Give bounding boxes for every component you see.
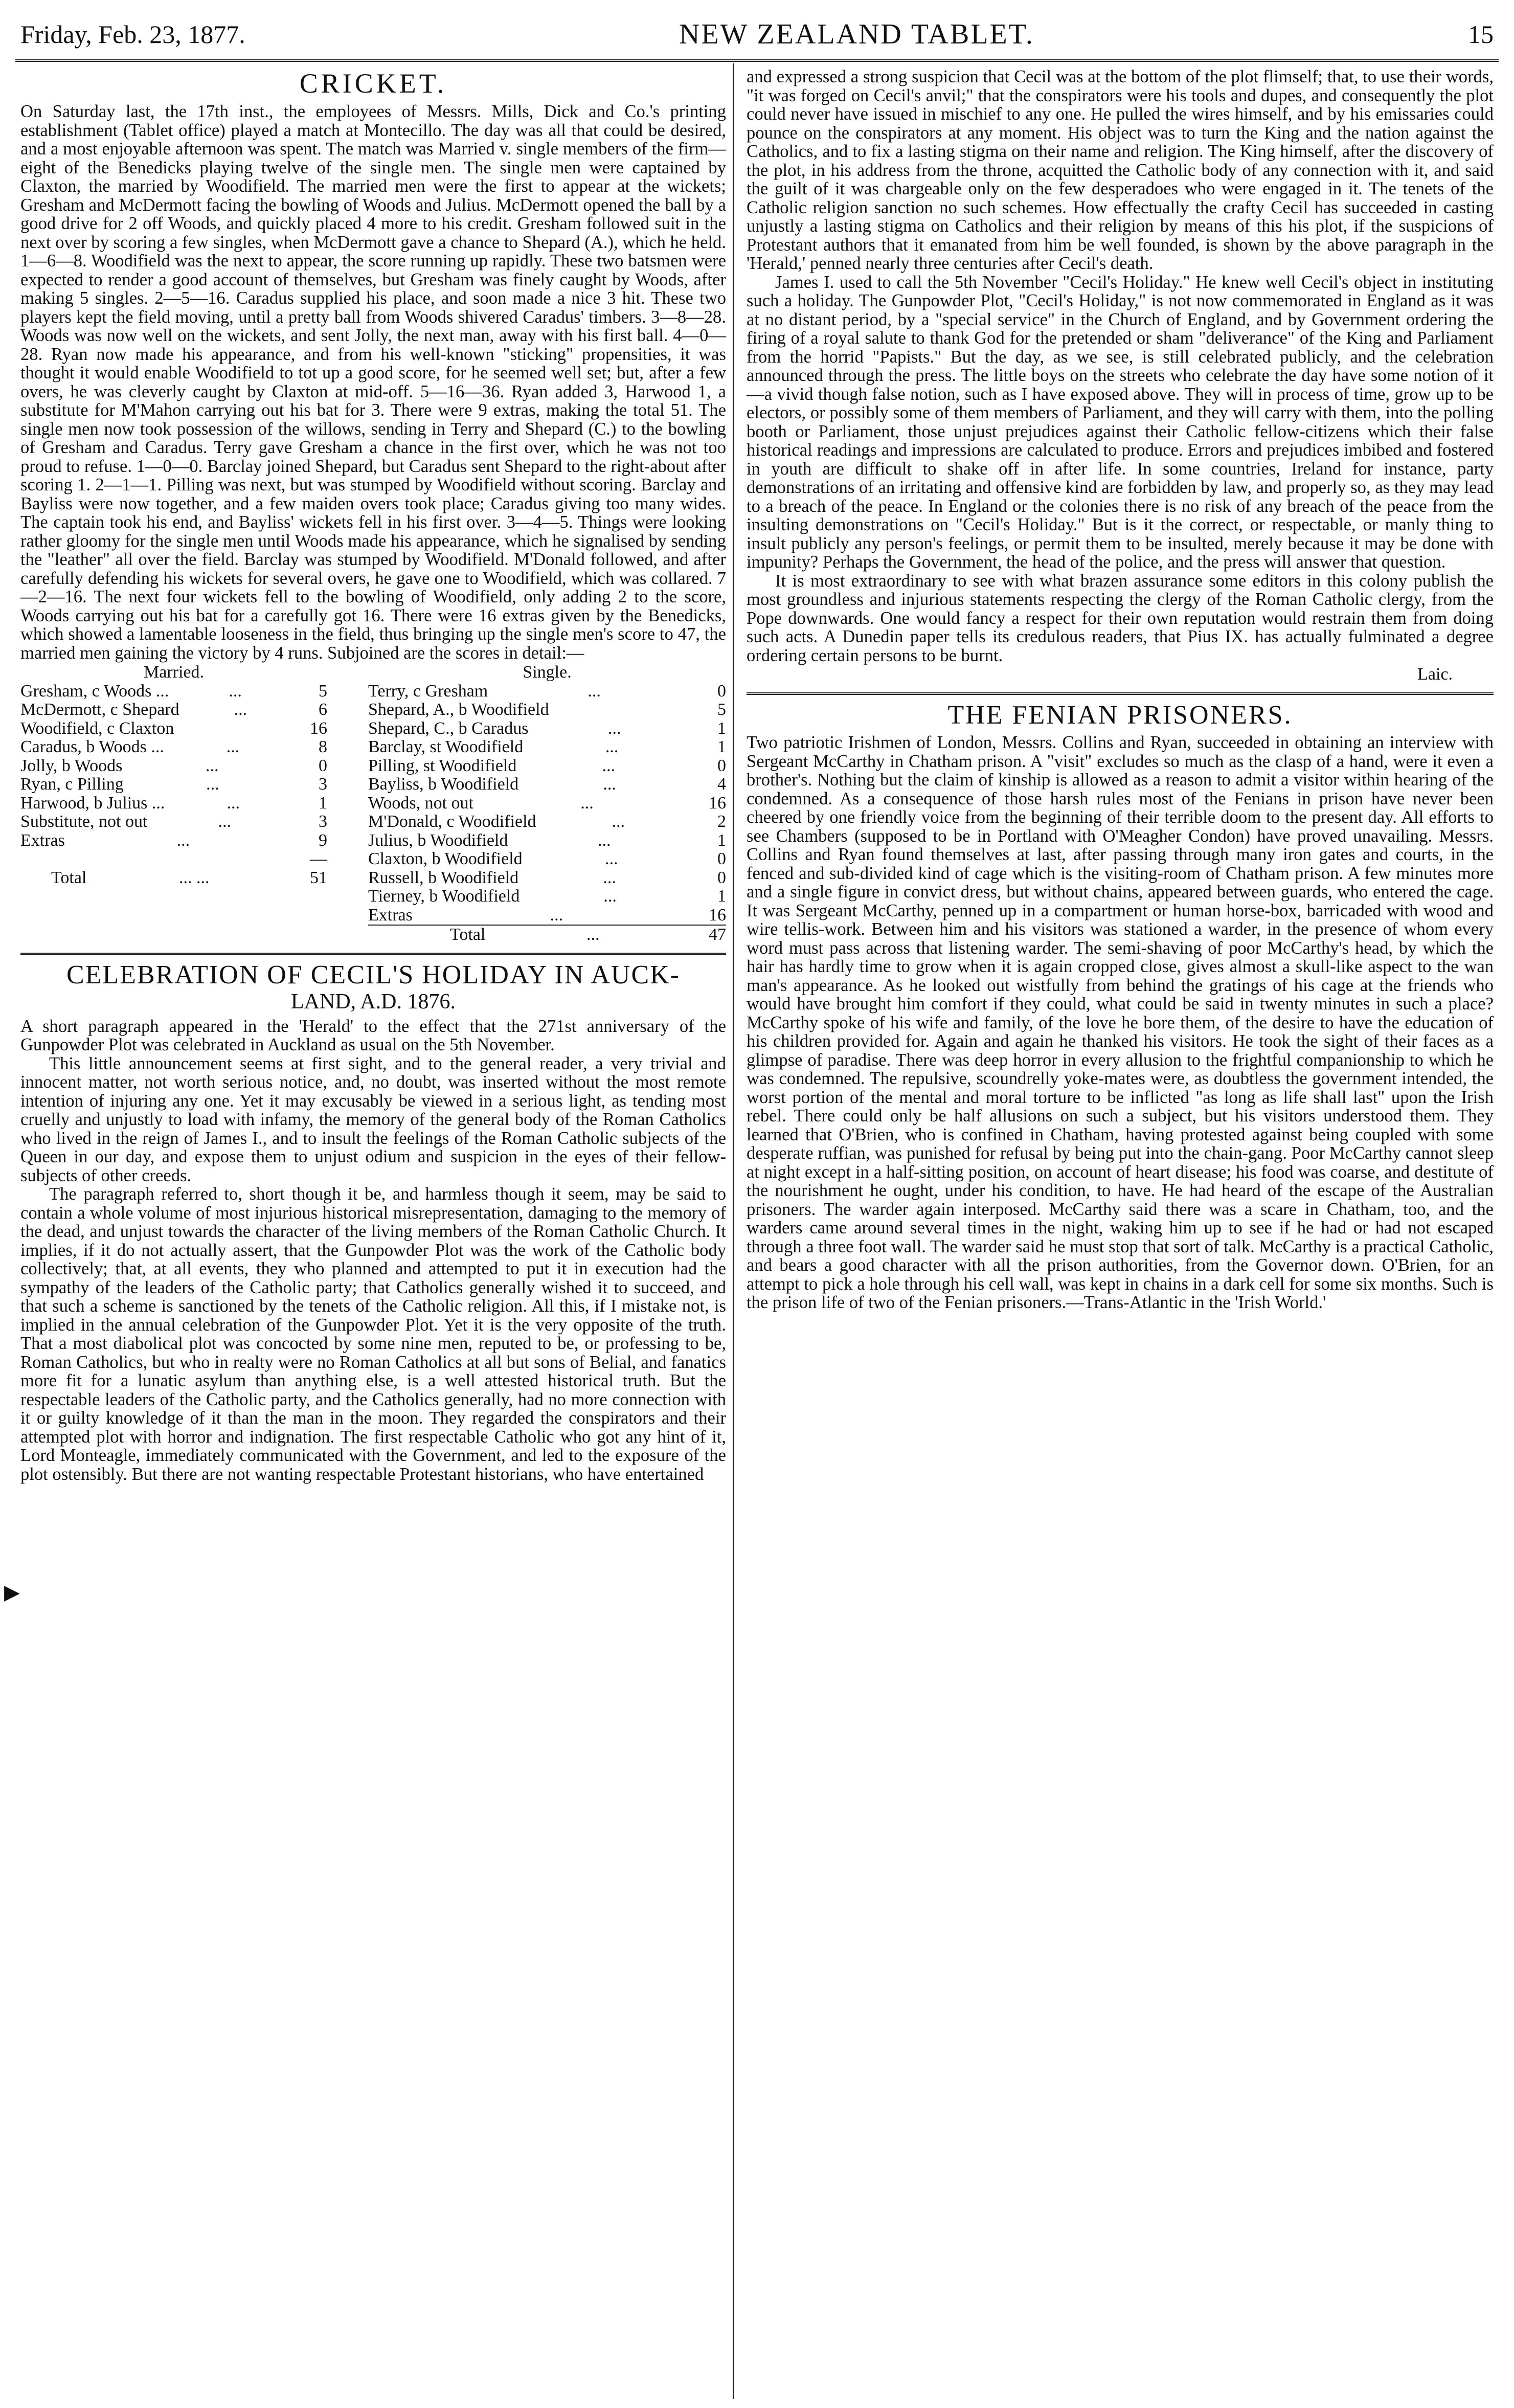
leader-dots: ... xyxy=(587,681,601,701)
married-scores xyxy=(20,663,327,944)
leader-dots: ... xyxy=(605,849,618,868)
score-row xyxy=(20,775,327,794)
player-score: 1 xyxy=(717,718,726,738)
player-score: 9 xyxy=(318,830,327,850)
single-total-dots: ... xyxy=(586,925,600,944)
score-row xyxy=(368,757,726,776)
section-rule-2 xyxy=(747,692,1494,695)
left-column xyxy=(20,67,726,1483)
score-row xyxy=(20,831,327,850)
score-row xyxy=(368,719,726,738)
married-total-dots: ... ... xyxy=(178,868,210,887)
article-paragraph: The paragraph referred to, short though it be, and harmless though it seem, may be said to contain a whole volume of most injurious historical misrepresentation, damaging to the memory of the dead, and unjust towards the character of the living members of the Roman Catholic Church. It implies, if it do not actually assert, that the Gunpowder Plot was the work of the Catholic body collectively; that, at all events, they who planned and attempted to put it in execution had the sympathy of the leaders of the Catholic party; that Catholics generally wished it to succeed, and that such a scheme is sanctioned by the tenets of the Catholic religion. All this, if I mistake not, is implied in the annual celebration of the Gunpowder Plot. Yet it is the very opposite of the truth. That a most diabolical plot was concocted by some nine men, reputed to be, or professing to be, Roman Catholics, but who in realty were no Roman Catholics at all but sons of Belial, and fanatics more fit for a lunatic asylum than anything else, is a well attested historical truth. But the respectable leaders of the Catholic party, and the Catholics generally, had no more connection with it or guilty knowledge of it than the man in the moon. They regarded the conspirators and their attempted plot with horror and indignation. The first respectable Catholic who got any hint of it, Lord Monteagle, immediately communicated with the Government, and led to the exposure of the plot ostensibly. But there are not wanting respectable Protestant historians, who have entertained xyxy=(20,1184,726,1484)
married-total-score: 51 xyxy=(309,868,327,887)
player-name: Bayliss, b Woodifield xyxy=(368,775,519,794)
leader-dots: ... xyxy=(218,812,231,831)
player-score: 5 xyxy=(717,700,726,719)
score-row xyxy=(20,701,327,719)
cecil-heading: CELEBRATION OF CECIL'S HOLIDAY IN AUCK- xyxy=(66,960,681,989)
leader-dots: ... xyxy=(227,793,240,813)
cricket-heading: CRICKET. xyxy=(299,68,447,99)
leader-dots: ... xyxy=(603,868,616,887)
player-name: McDermott, c Shepard xyxy=(20,700,179,719)
leader-dots: ... xyxy=(229,681,242,701)
married-total-label: Total xyxy=(51,868,87,887)
score-row xyxy=(368,869,726,888)
player-name: Substitute, not out xyxy=(20,812,148,831)
score-row xyxy=(368,775,726,794)
score-row xyxy=(368,813,726,831)
score-row xyxy=(20,813,327,831)
fenian-heading: THE FENIAN PRISONERS. xyxy=(947,701,1293,730)
fenian-article: Two patriotic Irishmen of London, Messrs. Collins and Ryan, succeeded in obtaining an interview with Sergeant McCarthy in Chatham prison. A "visit" excludes so much as the clasp of a hand, were it even a brother's. Nothing but the claim of kinship is allowed as a reason to admit a visitor within hearing of the condemned. As a consequence of those harsh rules most of the Fenians in prison have never been cheered by one friendly voice from the beginning of their terrible doom to the present day. All efforts to see Chambers (supposed to be in Portland with O'Meagher Condon) have proved unavailing. Messrs. Collins and Ryan found themselves at last, after passing through many iron gates and courts, in the fenced and sub-divided kind of cage which is the visiting-room of Chatham prison. A few minutes more and a single figure in convict dress, but without chains, appeared between guards, who entered the cage. It was Sergeant McCarthy, penned up in a compartment or human horse-box, barricaded with wood and wire tellis-work. Between him and his visitors was stationed a warder, in the presence of whom every word must pass across that listening warder. The semi-shaving of poor McCarthy's head, by which the hair has hardly time to grow when it is again cropped close, gives almost a skull-like aspect to the wan man's appearance. As he looked out wistfully from behind the gratings of his cage at the friends who would have brought him comfort if they could, what could be said in twenty minutes in such a place? McCarthy spoke of his wife and family, of the love he bore them, of the desire to have the education of his children provided for. Again and again he thanked his visitors. He took the sight of their faces as a glimpse of paradise. There was deep horror in every allusion to the frightful companionship to which he was condemned. The repulsive, scoundrelly yoke-mates were, as doubtless the government intended, the worst portion of the mental and moral torture to be inflicted "as long as life shall last" upon the Irish rebel. There could only be half allusions on such a subject, but his visitors understood them. They learned that O'Brien, who is confined in Chatham, having protested against being coupled with some desperate ruffian, was punished for refusal by being put into the chain-gang. Poor McCarthy cannot sleep at night except in a half-sitting position, on account of heart disease; his food was coarse, and destitute of the nourishment he ought, under his condition, to have. He had heard of the escape of the Australian prisoners. The warder again interposed. McCarthy said there was a scare in Chatham, too, and the warders came around several times in the night, waking him up to see if he had or had not escaped through a three foot wall. The warder said he must stop that sort of talk. McCarthy is a practical Catholic, and bears a good character with all the prison authorities, from the Governor down. O'Brien, for an attempt to pick a hole through his cell wall, was kept in chains in a dark cell for some six months. Such is the prison life of two of the Fenian prisoners.—Trans-Atlantic in the 'Irish World.' xyxy=(747,733,1494,1312)
married-total-spacer: — xyxy=(310,849,327,868)
article-paragraph: This little announcement seems at first sight, and to the general reader, a very trivial and innocent matter, not worth serious notice, and, no doubt, was inserted without the most remote intention of injuring any one. Yet it may excusably be viewed in a serious light, as tending most cruelly and unjustly to load with infamy, the memory of the general body of the Roman Catholics who lived in the reign of James I., and to insult the feelings of the Roman Catholic subjects of the Queen in our day, and expose them to unjust odium and suspicion in the eyes of their fellow-subjects of other creeds. xyxy=(20,1053,726,1185)
score-row xyxy=(368,850,726,869)
leader-dots: ... xyxy=(205,756,219,775)
signature: Laic. xyxy=(1417,665,1453,684)
player-name: Jolly, b Woods xyxy=(20,756,123,775)
married-heading: Married. xyxy=(143,663,204,682)
player-name: Russell, b Woodifield xyxy=(368,868,519,887)
score-row xyxy=(20,757,327,776)
player-score: 6 xyxy=(318,700,327,719)
score-row xyxy=(368,887,726,906)
leader-dots: ... xyxy=(206,775,219,794)
player-score: 16 xyxy=(709,793,726,813)
player-score: 1 xyxy=(717,830,726,850)
article-paragraph: It is most extraordinary to see with what brazen assurance some editors in this colony publish the most groundless and injurious statements respecting the clergy of the Roman Catholic clergy, from the Pope downwards. One would fancy a respect for their own reputation would restrain them from doing such acts. A Dunedin paper tells its credulous readers, that Pius IX. has actually fulminated a degree ordering certain persons to be burnt. xyxy=(747,571,1494,665)
score-row xyxy=(368,906,726,925)
article-paragraph: James I. used to call the 5th November "Cecil's Holiday." He knew well Cecil's object in instituting such a holiday. The Gunpowder Plot, "Cecil's Holiday," is not now commemorated in England as it was at no distant period, by a "special service" in the Church of England, and by Government ordering the firing of a royal salute to thank God for the pretended or sham "deliverance" of the King and Parliament from the horrid "Papists." But the day, as we see, is still celebrated publicly, and the celebration announced through the press. The little boys on the streets who celebrate the day have some notion of it—a vivid though false notion, such as I have exposed above. They will in process of time, grow up to be electors, or possibly some of them members of Parliament, and they will carry with them, into the polling booth or Parliament, those unjust prejudices against their Catholic fellow-citizens which their false historical readings and impressions are calculated to produce. Errors and prejudices imbibed and fostered in youth are difficult to shake off in after life. In some countries, Ireland for instance, party demonstrations of an irritating and offensive kind are forbidden by law, and properly so, as they may lead to a breach of the peace. In England or the colonies there is no risk of any breach of the peace from the insulting demonstrations on "Cecil's Holiday." But is it the correct, or respectable, or manly thing to insult publicly any person's feelings, or permit them to be insulted, merely because it may be done with impunity? Perhaps the Government, the head of the police, and the press will answer that question. xyxy=(747,272,1494,572)
leader-dots: ... xyxy=(612,812,625,831)
player-name: Extras xyxy=(20,830,65,850)
page-number: 15 xyxy=(1468,20,1494,49)
player-name: Tierney, b Woodifield xyxy=(368,887,520,906)
player-score: 1 xyxy=(318,793,327,813)
player-name: Gresham, c Woods ... xyxy=(20,681,169,701)
player-score: 0 xyxy=(717,868,726,887)
player-name: Barclay, st Woodifield xyxy=(368,737,524,756)
player-score: 5 xyxy=(319,681,327,701)
player-name: Caradus, b Woods ... xyxy=(20,737,164,756)
leader-dots: ... xyxy=(226,737,240,756)
score-row xyxy=(20,719,327,738)
single-total-label: Total xyxy=(450,925,486,944)
player-name: Woods, not out xyxy=(368,793,473,813)
player-score: 0 xyxy=(717,756,726,775)
cricket-report: On Saturday last, the 17th inst., the employees of Messrs. Mills, Dick and Co.'s printing establishment (Tablet office) played a match at Montecillo. The day was all that could be desired, and a most enjoyable afternoon was spent. The match was Married v. single members of the firm—eight of the Benedicks playing twelve of the single men. The single men were captained by Claxton, the married by Woodifield. The married men were the first to appear at the wickets; Gresham and McDermott facing the bowling of Woods and Julius. McDermott opened the ball by a good drive for 2 off Woods, and quickly placed 4 more to his credit. Gresham followed suit in the next over by scoring a few singles, when McDermott gave a chance to Shepard (A.), which he held. 1—6—8. Woodifield was the next to appear, the score running up rapidly. These two batsmen were expected to render a good account of themselves, but Gresham was finely caught by Woods, after making 5 singles. 2—5—16. Caradus supplied his place, and soon made a nice 3 hit. These two players kept the field moving, until a pretty ball from Woods shivered Caradus' timbers. 3—8—28. Woods was now well on the wickets, and sent Jolly, the next man, away with his first ball. 4—0—28. Ryan now made his appearance, and from his well-known "sticking" propensities, it was thought it would enable Woodifield to tot up a good score, for he seemed well set; but, after a few overs, he was cleverly caught by Claxton at mid-off. 5—16—36. Ryan added 3, Harwood 1, a substitute for M'Mahon carrying out his bat for 3. There were 9 extras, making the total 51. The single men now took possession of the willows, sending in Terry and Shepard (C.) to the bowling of Gresham and Caradus. Terry gave Gresham a chance in the first over, which he was not too proud to refuse. 1—0—0. Barclay joined Shepard, but Caradus sent Shepard to the right-about after scoring 1. 2—1—1. Pilling was next, but was stumped by Woodifield without scoring. Barclay and Bayliss were now together, and a few maiden overs took place; Caradus giving too many wides. The captain took his end, and Bayliss' wickets fell in his first over. 3—4—5. Things were looking rather gloomy for the single men until Woods made his appearance, which he signalised by sending the "leather" all over the field. Barclay was stumped by Woodifield. M'Donald followed, and after carefully defending his wickets for several overs, he gave one to Woodifield, which was collared. 7—2—16. The next four wickets fell to the bowling of Woodifield, only adding 2 to the score, Woods carrying out his bat for a carefully got 16. There were 16 extras given by the Benedicks, which showed a lamentable looseness in the field, thus bringing up the single men's score to 47, the married men gaining the victory by 4 runs. Subjoined are the scores in detail:— xyxy=(20,102,726,663)
leader-dots: ... xyxy=(605,737,619,756)
single-total xyxy=(368,925,726,944)
player-score: 0 xyxy=(717,849,726,868)
leader-dots: ... xyxy=(580,793,594,813)
player-score: 16 xyxy=(310,718,327,738)
player-name: Julius, b Woodifield xyxy=(368,830,508,850)
issue-date: Friday, Feb. 23, 1877. xyxy=(20,20,245,49)
player-name: Terry, c Gresham xyxy=(368,681,488,701)
margin-arrow-icon: ▶ xyxy=(4,1581,20,1604)
player-name: Shepard, A., b Woodifield xyxy=(368,700,549,719)
leader-dots: ... xyxy=(234,700,247,719)
score-row xyxy=(368,738,726,757)
single-total-score: 47 xyxy=(708,925,726,944)
score-row xyxy=(20,682,327,701)
player-score: 4 xyxy=(717,775,726,794)
leader-dots: ... xyxy=(176,830,190,850)
score-row xyxy=(368,682,726,701)
married-total xyxy=(20,869,327,888)
player-name: Ryan, c Pilling xyxy=(20,775,124,794)
leader-dots: ... xyxy=(603,775,616,794)
player-score: 0 xyxy=(717,681,726,701)
player-score: 0 xyxy=(319,756,327,775)
score-row xyxy=(20,738,327,757)
leader-dots: ... xyxy=(603,887,617,906)
single-heading: Single. xyxy=(523,663,572,682)
leader-dots: ... xyxy=(602,756,615,775)
leader-dots: ... xyxy=(608,718,621,738)
article-paragraph: and expressed a strong suspicion that Cecil was at the bottom of the plot flimself; that, to use their words, "it was forged on Cecil's anvil;" that the conspirators were his tools and dupes, and consequently the plot could never have issued in mischief to any one. He pulled the wires himself, and by his emissaries could pounce on the conspirators at any moment. His object was to turn the King and the nation against the Catholics, and to fix a lasting stigma on their name and religion. The King himself, after the discovery of the plot, in his address from the throne, acquitted the Catholic body of any connection with it, and said the guilt of it was chargeable only on the few desperadoes who were engaged in it. The tenets of the Catholic religion sanction no such schemes. How effectually the crafty Cecil has succeeded in casting unjustly a lasting stigma on Catholics and their religion by means of this his plot, if the suspicions of Protestant authors that it emanated from him be well founded, is shown by the above paragraph in the 'Herald,' penned nearly three centuries after Cecil's death. xyxy=(747,67,1494,273)
player-name: Pilling, st Woodifield xyxy=(368,756,517,775)
score-row xyxy=(368,701,726,719)
player-score: 16 xyxy=(708,905,726,925)
newspaper-title: NEW ZEALAND TABLET. xyxy=(679,18,1034,50)
score-row xyxy=(368,794,726,813)
player-score: 1 xyxy=(717,737,726,756)
player-name: Extras xyxy=(368,905,413,925)
player-name: Harwood, b Julius ... xyxy=(20,793,165,813)
leader-dots: ... xyxy=(597,830,611,850)
right-column xyxy=(747,67,1494,1312)
player-name: Claxton, b Woodifield xyxy=(368,849,523,868)
column-divider xyxy=(733,63,734,2399)
player-score: 3 xyxy=(318,775,327,794)
single-scores xyxy=(368,663,726,944)
scorecard xyxy=(20,663,726,944)
score-row xyxy=(368,831,726,850)
player-name: Woodifield, c Claxton xyxy=(20,718,174,738)
section-rule xyxy=(20,953,726,955)
player-score: 8 xyxy=(319,737,327,756)
player-score: 1 xyxy=(717,887,726,906)
player-score: 2 xyxy=(717,812,726,831)
article-paragraph: A short paragraph appeared in the 'Herald' to the effect that the 271st anniversary of the Gunpowder Plot was celebrated in Auckland as usual on the 5th November. xyxy=(20,1016,726,1055)
masthead xyxy=(20,14,1494,54)
leader-dots: ... xyxy=(550,905,563,925)
player-name: M'Donald, c Woodifield xyxy=(368,812,536,831)
player-name: Shepard, C., b Caradus xyxy=(368,718,529,738)
player-score: 3 xyxy=(318,812,327,831)
cecil-subheading: LAND, A.D. 1876. xyxy=(291,989,456,1014)
score-row xyxy=(20,794,327,813)
masthead-rule xyxy=(15,59,1499,62)
